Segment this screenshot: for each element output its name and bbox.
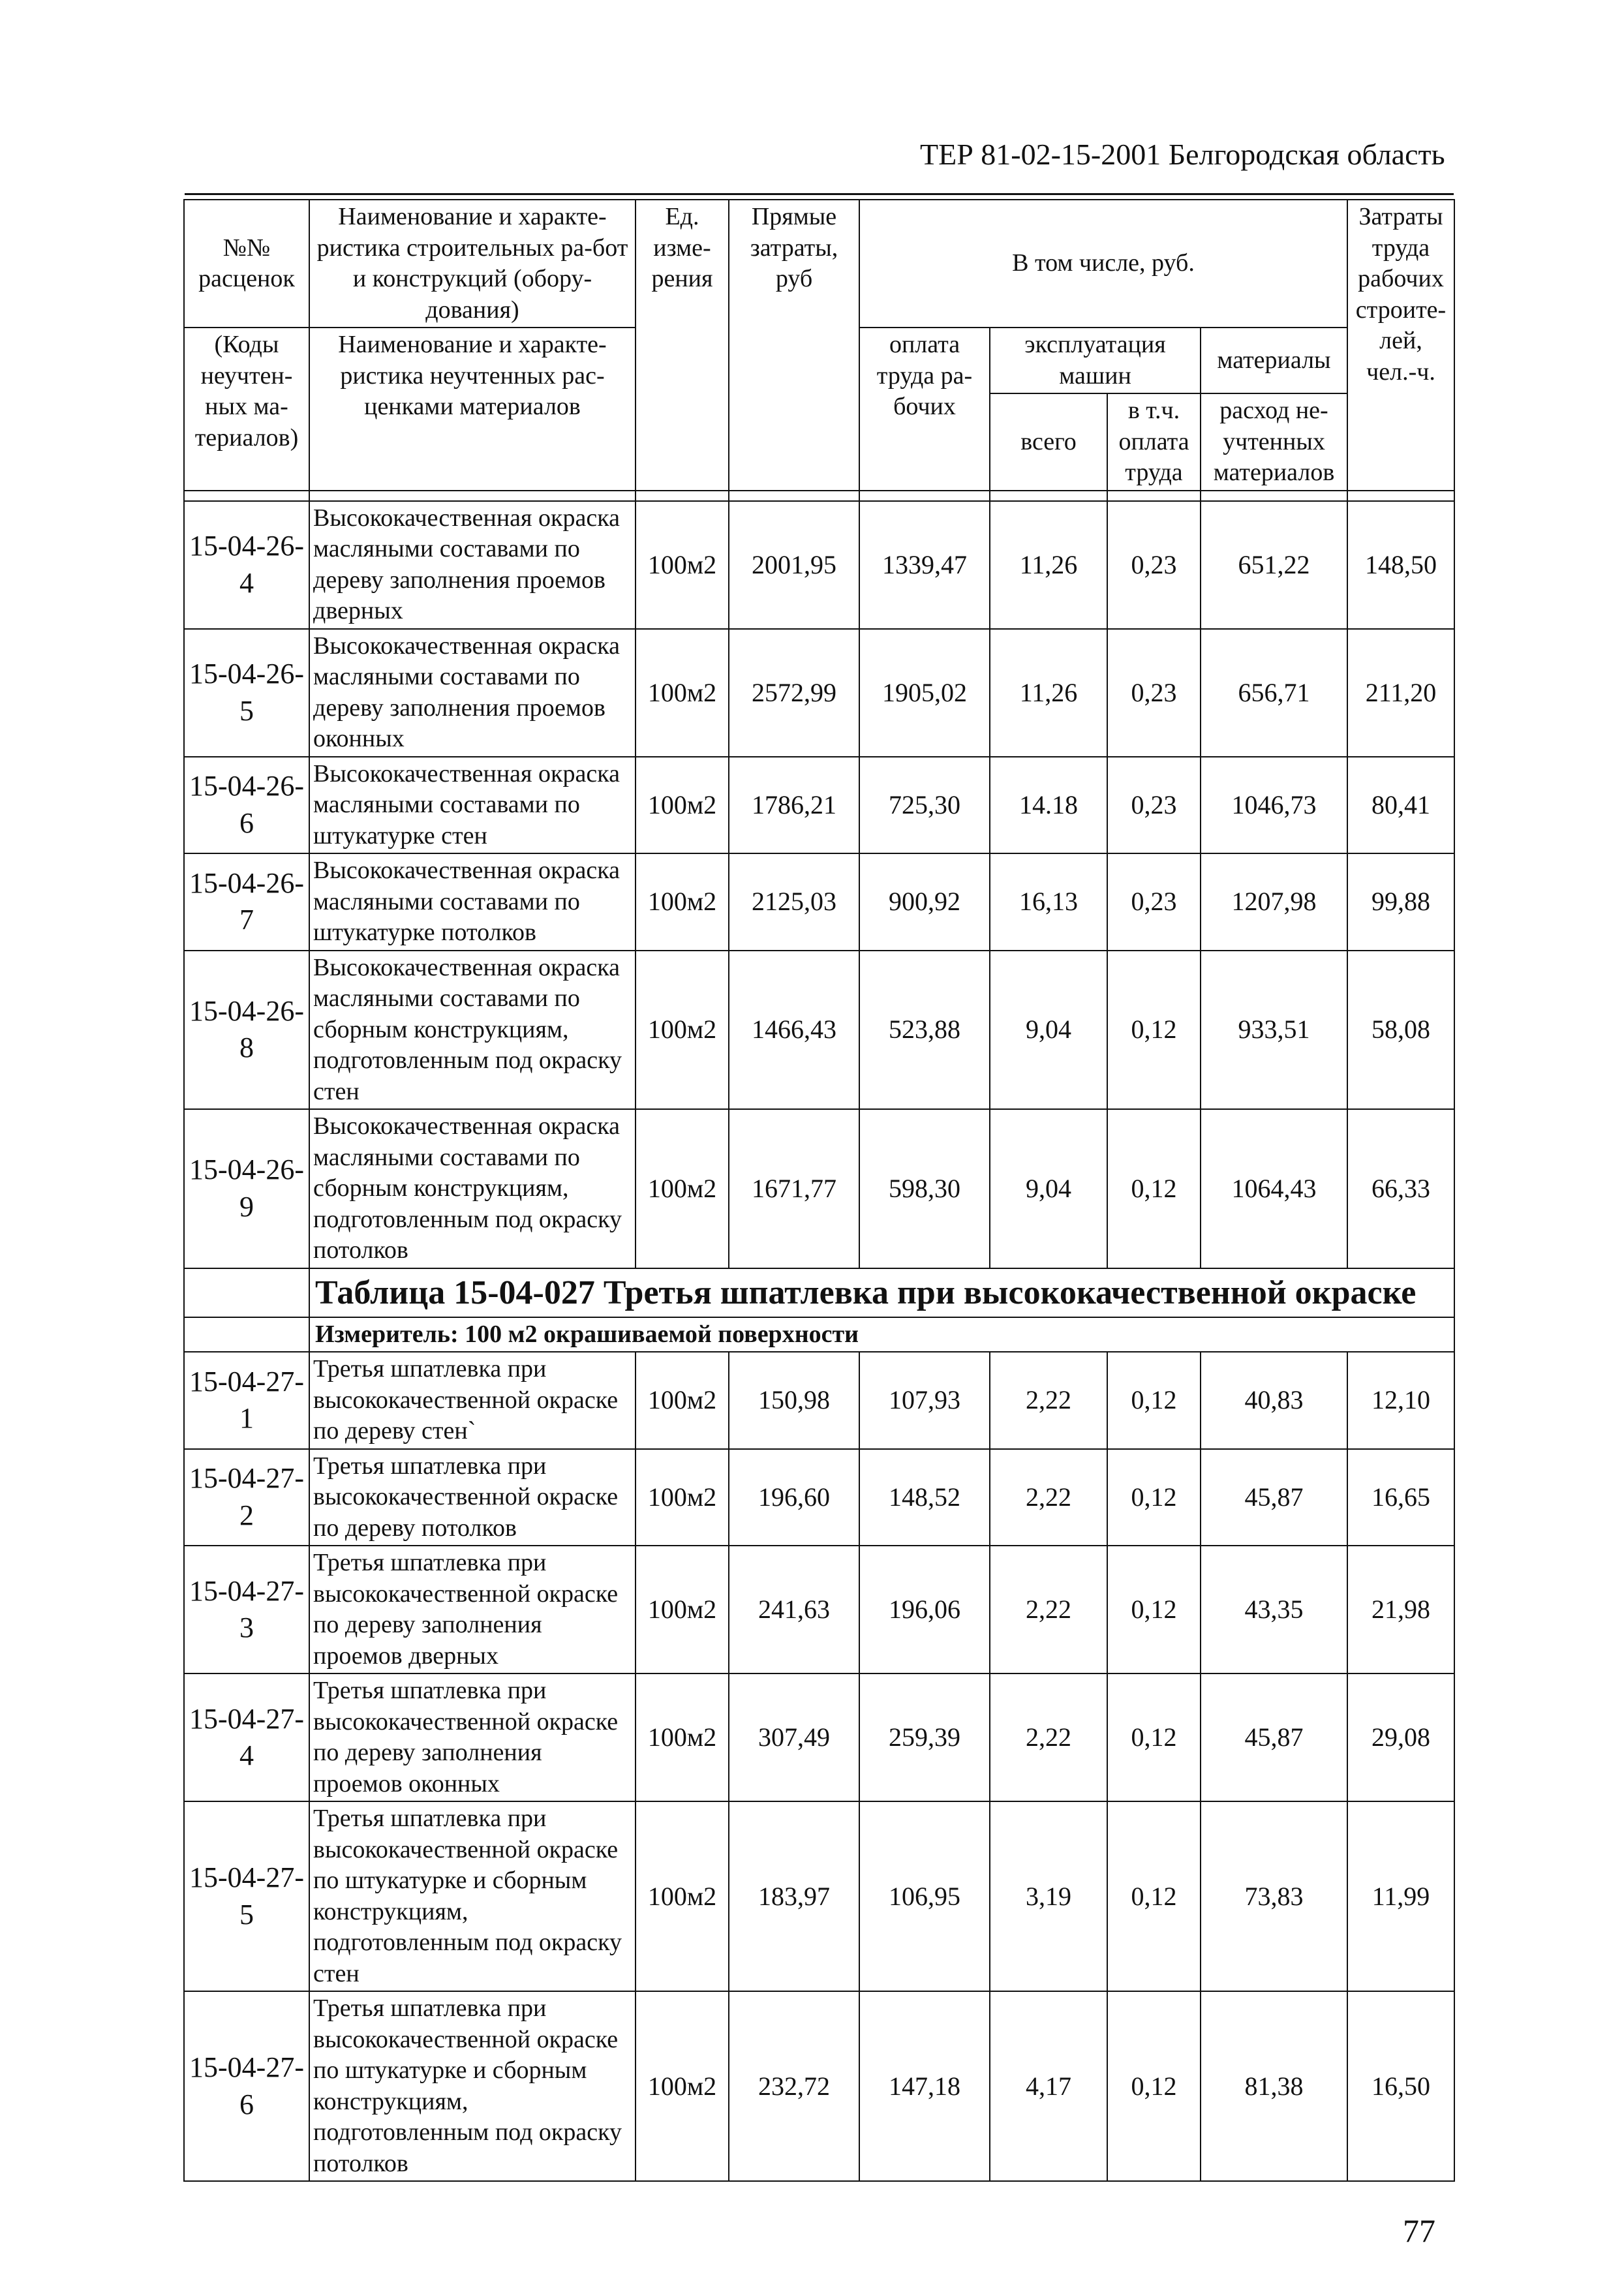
materials-cell: 933,51	[1201, 951, 1347, 1110]
labor-cell: 21,98	[1347, 1546, 1454, 1673]
labor-cell: 148,50	[1347, 501, 1454, 629]
unit-cell: 100м2	[636, 1991, 729, 2181]
wage-cell: 148,52	[859, 1449, 990, 1546]
wage-cell: 598,30	[859, 1109, 990, 1268]
materials-cell: 1046,73	[1201, 757, 1347, 854]
work-name: Высококачественная окраска масляными составами по сборным конструкциям, подготовленным под окраску потолков	[309, 1109, 636, 1268]
machines-cell: 14.18	[990, 757, 1107, 854]
direct-cost-cell: 183,97	[729, 1801, 859, 1991]
meter-row	[184, 1317, 1454, 1352]
machines-cell: 9,04	[990, 1109, 1107, 1268]
labor-cell: 211,20	[1347, 629, 1454, 757]
work-name: Высококачественная окраска масляными составами по дереву заполнения проемов оконных	[309, 629, 636, 757]
rate-code: 15-04-26-9	[184, 1109, 309, 1268]
work-name: Высококачественная окраска масляными составами по штукатурке стен	[309, 757, 636, 854]
materials-cell: 45,87	[1201, 1449, 1347, 1546]
direct-cost-cell: 2572,99	[729, 629, 859, 757]
wage-cell: 106,95	[859, 1801, 990, 1991]
labor-cell: 80,41	[1347, 757, 1454, 854]
machines-cell: 11,26	[990, 501, 1107, 629]
header-machines: эксплуатация машин	[990, 328, 1201, 393]
rate-code: 15-04-26-5	[184, 629, 309, 757]
work-name: Высококачественная окраска масляными составами по сборным конструкциям, подготовленным под окраску стен	[309, 951, 636, 1110]
wage-cell: 725,30	[859, 757, 990, 854]
materials-cell: 73,83	[1201, 1801, 1347, 1991]
header-wage: оплата труда ра-бочих	[859, 328, 990, 491]
header-mach-total: всего	[990, 393, 1107, 491]
table-body	[184, 501, 1454, 2182]
machines-cell: 3,19	[990, 1801, 1107, 1991]
work-name: Третья шпатлевка при высококачественной окраске по штукатурке и сборным конструкциям, подготовленным под окраску стен	[309, 1801, 636, 1991]
machines-cell: 16,13	[990, 853, 1107, 951]
header-code-unaccounted: (Коды неучтен-ных ма-териалов)	[184, 328, 309, 491]
labor-cell: 16,65	[1347, 1449, 1454, 1546]
table-row	[184, 1673, 1454, 1801]
header-rule	[185, 193, 1454, 195]
materials-cell: 1064,43	[1201, 1109, 1347, 1268]
work-name: Третья шпатлевка при высококачественной окраске по штукатурке и сборным конструкциям, подготовленным под окраску потолков	[309, 1991, 636, 2181]
materials-cell: 45,87	[1201, 1673, 1347, 1801]
wage-cell: 259,39	[859, 1673, 990, 1801]
materials-cell: 40,83	[1201, 1352, 1347, 1449]
machines-cell: 2,22	[990, 1673, 1107, 1801]
unit-cell: 100м2	[636, 757, 729, 854]
rate-code: 15-04-27-2	[184, 1449, 309, 1546]
table-row	[184, 1352, 1454, 1449]
table-row	[184, 1109, 1454, 1268]
unit-cell: 100м2	[636, 1109, 729, 1268]
header-materials: материалы	[1201, 328, 1347, 393]
header-mat-unaccounted: расход не-учтенных материалов	[1201, 393, 1347, 491]
machines-cell: 2,22	[990, 1352, 1107, 1449]
labor-cell: 11,99	[1347, 1801, 1454, 1991]
machines-wage-cell: 0,12	[1107, 1801, 1201, 1991]
direct-cost-cell: 1466,43	[729, 951, 859, 1110]
table-title: Таблица 15-04-027 Третья шпатлевка при высококачественной окраске	[309, 1268, 1454, 1317]
work-name: Третья шпатлевка при высококачественной окраске по дереву заполнения проемов оконных	[309, 1673, 636, 1801]
table-meter: Измеритель: 100 м2 окрашиваемой поверхности	[309, 1317, 1454, 1352]
header-direct: Прямые затраты, руб	[729, 200, 859, 491]
materials-cell: 43,35	[1201, 1546, 1347, 1673]
materials-cell: 656,71	[1201, 629, 1347, 757]
machines-wage-cell: 0,23	[1107, 501, 1201, 629]
machines-wage-cell: 0,23	[1107, 629, 1201, 757]
table-row	[184, 1991, 1454, 2181]
unit-cell: 100м2	[636, 1546, 729, 1673]
work-name: Высококачественная окраска масляными составами по дереву заполнения проемов дверных	[309, 501, 636, 629]
machines-cell: 2,22	[990, 1449, 1107, 1546]
materials-cell: 651,22	[1201, 501, 1347, 629]
wage-cell: 1339,47	[859, 501, 990, 629]
machines-wage-cell: 0,12	[1107, 1109, 1201, 1268]
wage-cell: 147,18	[859, 1991, 990, 2181]
work-name: Третья шпатлевка при высококачественной окраске по дереву потолков	[309, 1449, 636, 1546]
header-mach-wage: в т.ч. оплата труда	[1107, 393, 1201, 491]
rate-code: 15-04-27-6	[184, 1991, 309, 2181]
table-title-row	[184, 1268, 1454, 1317]
work-name: Высококачественная окраска масляными составами по штукатурке потолков	[309, 853, 636, 951]
direct-cost-cell: 196,60	[729, 1449, 859, 1546]
wage-cell: 196,06	[859, 1546, 990, 1673]
rate-code: 15-04-26-7	[184, 853, 309, 951]
table-row	[184, 1801, 1454, 1991]
machines-wage-cell: 0,23	[1107, 853, 1201, 951]
machines-wage-cell: 0,12	[1107, 1991, 1201, 2181]
rate-code: 15-04-26-4	[184, 501, 309, 629]
wage-cell: 900,92	[859, 853, 990, 951]
materials-cell: 1207,98	[1201, 853, 1347, 951]
labor-cell: 12,10	[1347, 1352, 1454, 1449]
machines-cell: 2,22	[990, 1546, 1107, 1673]
rate-code: 15-04-27-4	[184, 1673, 309, 1801]
rate-code: 15-04-26-8	[184, 951, 309, 1110]
table-row	[184, 853, 1454, 951]
unit-cell: 100м2	[636, 1673, 729, 1801]
price-table	[183, 199, 1455, 2182]
work-name: Третья шпатлевка при высококачественной окраске по дереву заполнения проемов дверных	[309, 1546, 636, 1673]
direct-cost-cell: 241,63	[729, 1546, 859, 1673]
rate-code: 15-04-27-3	[184, 1546, 309, 1673]
machines-cell: 9,04	[990, 951, 1107, 1110]
direct-cost-cell: 232,72	[729, 1991, 859, 2181]
rate-code: 15-04-27-1	[184, 1352, 309, 1449]
table-row	[184, 757, 1454, 854]
unit-cell: 100м2	[636, 853, 729, 951]
table-row	[184, 629, 1454, 757]
machines-cell: 4,17	[990, 1991, 1107, 2181]
unit-cell: 100м2	[636, 629, 729, 757]
table-row	[184, 501, 1454, 629]
labor-cell: 66,33	[1347, 1109, 1454, 1268]
machines-wage-cell: 0,12	[1107, 1673, 1201, 1801]
running-header: ТЕР 81-02-15-2001 Белгородская область	[920, 138, 1445, 171]
labor-cell: 58,08	[1347, 951, 1454, 1110]
wage-cell: 1905,02	[859, 629, 990, 757]
machines-wage-cell: 0,12	[1107, 951, 1201, 1110]
machines-wage-cell: 0,12	[1107, 1546, 1201, 1673]
unit-cell: 100м2	[636, 501, 729, 629]
wage-cell: 523,88	[859, 951, 990, 1110]
table-header	[184, 200, 1454, 501]
direct-cost-cell: 2125,03	[729, 853, 859, 951]
machines-cell: 11,26	[990, 629, 1107, 757]
direct-cost-cell: 1786,21	[729, 757, 859, 854]
table-row	[184, 951, 1454, 1110]
unit-cell: 100м2	[636, 951, 729, 1110]
header-code: №№ расценок	[184, 200, 309, 328]
direct-cost-cell: 307,49	[729, 1673, 859, 1801]
unit-cell: 100м2	[636, 1352, 729, 1449]
labor-cell: 99,88	[1347, 853, 1454, 951]
header-labor: Затраты труда рабочих строите-лей, чел.-ч.	[1347, 200, 1454, 491]
direct-cost-cell: 1671,77	[729, 1109, 859, 1268]
page-number: 77	[1403, 2212, 1435, 2249]
header-name-unaccounted: Наименование и характе-ристика неучтенных рас-ценками материалов	[309, 328, 636, 491]
machines-wage-cell: 0,12	[1107, 1352, 1201, 1449]
materials-cell: 81,38	[1201, 1991, 1347, 2181]
wage-cell: 107,93	[859, 1352, 990, 1449]
work-name: Третья шпатлевка при высококачественной окраске по дереву стен`	[309, 1352, 636, 1449]
header-incl: В том числе, руб.	[859, 200, 1347, 328]
table-row	[184, 1546, 1454, 1673]
machines-wage-cell: 0,12	[1107, 1449, 1201, 1546]
header-name: Наименование и характе-ристика строительных ра-бот и конструкций (обору-дования)	[309, 200, 636, 328]
direct-cost-cell: 150,98	[729, 1352, 859, 1449]
rate-code: 15-04-26-6	[184, 757, 309, 854]
machines-wage-cell: 0,23	[1107, 757, 1201, 854]
rate-code: 15-04-27-5	[184, 1801, 309, 1991]
table-row	[184, 1449, 1454, 1546]
labor-cell: 29,08	[1347, 1673, 1454, 1801]
header-unit: Ед. изме-рения	[636, 200, 729, 491]
unit-cell: 100м2	[636, 1801, 729, 1991]
unit-cell: 100м2	[636, 1449, 729, 1546]
direct-cost-cell: 2001,95	[729, 501, 859, 629]
labor-cell: 16,50	[1347, 1991, 1454, 2181]
